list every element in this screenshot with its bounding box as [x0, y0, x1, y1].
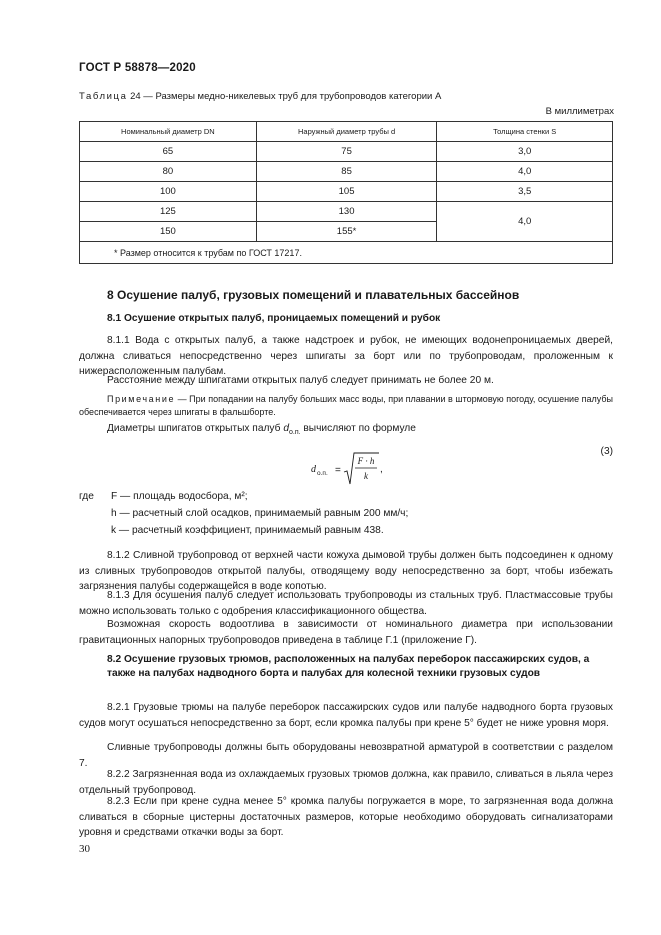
formula-denominator: k — [364, 471, 368, 481]
document-header: ГОСТ Р 58878—2020 — [79, 62, 196, 74]
paragraph-8-2-2: 8.2.2 Загрязненная вода из охлаждаемых грузовых трюмов должна, как правило, сливаться в льяла через отдельный трубопровод. — [79, 769, 613, 796]
table-cell: 65 — [80, 142, 257, 162]
table-cell: 150 — [80, 222, 257, 242]
col-header-d: Наружный диаметр трубы d — [256, 122, 437, 142]
formula-lhs: d — [311, 464, 316, 475]
paragraph-8-1-1-b: Расстояние между шпигатами открытых палуб следует принимать не более 20 м. — [107, 375, 494, 386]
diameter-intro-prefix: Диаметры шпигатов открытых палуб — [107, 423, 284, 434]
table-footnote-row — [80, 242, 613, 264]
table-caption-text: 24 — Размеры медно-никелевых труб для трубопроводов категории А — [127, 91, 442, 102]
table-cell: 100 — [80, 182, 257, 202]
table-cell-merged: 4,0 — [437, 202, 613, 242]
pipe-dimensions-table — [79, 121, 613, 264]
table-row — [80, 182, 613, 202]
table-cell: 85 — [256, 162, 437, 182]
paragraph-8-2-3: 8.2.3 Если при крене судна менее 5° кромка палубы погружается в море, то загрязненная вода должна сливаться в сборные цистерны достаточных размеров, которые необходимо оборудовать сигнализаторами уровня и средствами откачки воды за борт. — [79, 796, 613, 838]
diameter-var: d — [283, 423, 289, 434]
table-cell: 125 — [80, 202, 257, 222]
table-row — [80, 162, 613, 182]
note-label: Примечание — [107, 394, 176, 404]
where-item-k: k — расчетный коэффициент, принимаемый равным 438. — [111, 525, 384, 536]
where-item-f: F — площадь водосбора, м²; — [111, 491, 248, 502]
table-cell: 105 — [256, 182, 437, 202]
note-text: — При попадании на палубу больших масс воды, при плавании в штормовую погоду, осушение палубы обеспечивается через шпигаты в фальшборте. — [79, 394, 613, 417]
section-8-title: 8 Осушение палуб, грузовых помещений и плавательных бассейнов — [107, 288, 520, 302]
note-paragraph — [79, 393, 613, 419]
formula-numerator: F · h — [357, 456, 375, 466]
table-row — [80, 142, 613, 162]
col-header-s: Толщина стенки S — [437, 122, 613, 142]
paragraph-8-2-1: 8.2.1 Грузовые трюмы на палубе переборок пассажирских судов или палубе надводного борта грузовых судов могут осушаться непосредственно за борт, если кромка палубы при крене 5° будет не ниже уровня моря. — [79, 702, 613, 729]
formula-svg — [311, 450, 401, 490]
table-caption-prefix: Таблица — [79, 91, 128, 102]
paragraph-8-1-2: 8.1.2 Сливной трубопровод от верхней части кожуха дымовой трубы должен быть подсоединен к одному из сливных трубопроводов открытой палубы, отводящему воду непосредственно за борт, чтобы избежать загрязнения палубы содержащейся в воде копотью. — [79, 550, 613, 592]
table-header-row — [80, 122, 613, 142]
paragraph-8-2-1-b: Сливные трубопроводы должны быть оборудованы невозвратной арматурой в соответствии с разделом 7. — [79, 742, 613, 769]
section-8-1-title: 8.1 Осушение открытых палуб, проницаемых помещений и рубок — [107, 313, 441, 324]
where-label: где — [79, 491, 94, 502]
page-number: 30 — [79, 843, 90, 855]
table-units: В миллиметрах — [545, 106, 614, 117]
formula-lhs-sub: о.п. — [317, 470, 328, 477]
table-cell: 130 — [256, 202, 437, 222]
diameter-var-sub: о.п. — [288, 429, 301, 437]
formula-3 — [79, 446, 613, 492]
equation-number: (3) — [600, 446, 613, 457]
col-header-dn: Номинальный диаметр DN — [80, 122, 257, 142]
paragraph-8-1-3-b: Возможная скорость водоотлива в зависимости от номинального диаметра при использовании гравитационных напорных трубопроводов приведена в таблице Г.1 (приложение Г). — [79, 619, 613, 646]
section-8-2-title: 8.2 Осушение грузовых трюмов, расположенных на палубах переборок пассажирских судов, а также на палубах надводного борта и палубах для колесной техники грузовых судов — [107, 654, 590, 679]
table-row — [80, 202, 613, 222]
table-footnote: * Размер относится к трубам по ГОСТ 17217. — [80, 242, 613, 264]
formula-comma: , — [380, 464, 383, 475]
table-cell: 3,0 — [437, 142, 613, 162]
paragraph-diameter-intro — [79, 421, 613, 441]
diameter-intro-suffix: вычисляют по формуле — [300, 423, 416, 434]
formula-expression — [311, 450, 401, 495]
table-cell: 75 — [256, 142, 437, 162]
table-caption — [79, 91, 441, 102]
paragraph-8-1-1: 8.1.1 Вода с открытых палуб, а также надстроек и рубок, не имеющих водонепроницаемых дверей, должна сливаться непосредственно через шпигаты за борт или по трубопроводам, проложенным к нижерасположенным палубам. — [79, 335, 613, 377]
table-cell: 4,0 — [437, 162, 613, 182]
table-cell: 3,5 — [437, 182, 613, 202]
formula-equals: = — [335, 465, 341, 476]
table-cell: 80 — [80, 162, 257, 182]
where-item-h: h — расчетный слой осадков, принимаемый равным 200 мм/ч; — [111, 508, 409, 519]
paragraph-8-1-3: 8.1.3 Для осушения палуб следует использовать трубопроводы из стальных труб. Пластмассовые трубы можно использовать только с одобрения классификационного общества. — [79, 590, 613, 617]
table-cell: 155* — [256, 222, 437, 242]
